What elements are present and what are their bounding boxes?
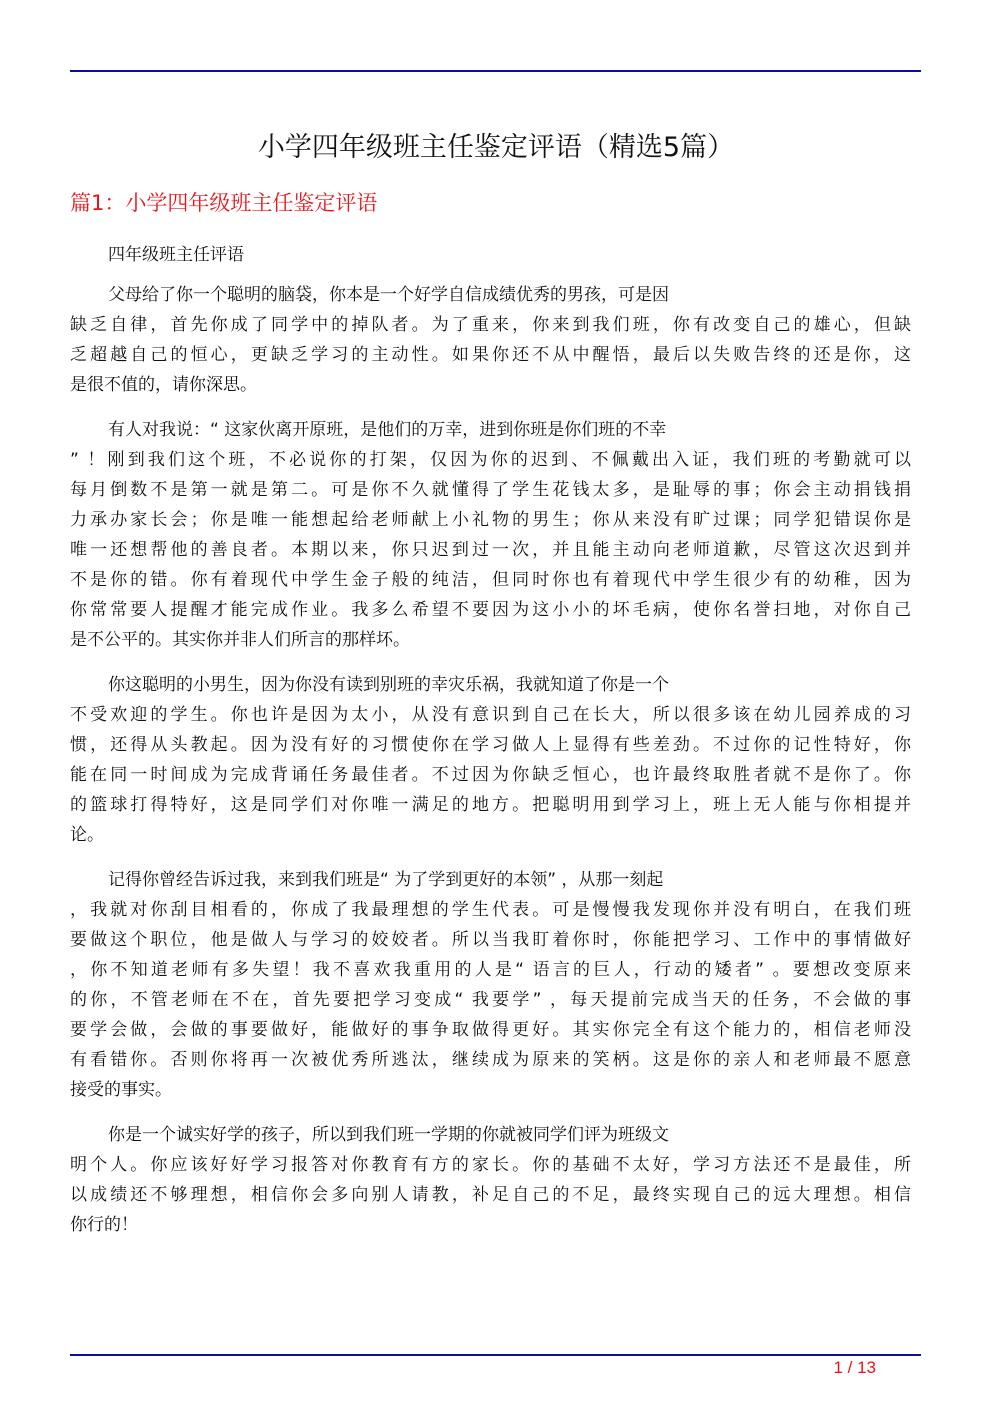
paragraph-line: 的你，不管老师在不在，首先要把学习变成“ 我要学” ，每天提前完成当天的任务，不会做的事 <box>70 990 911 1010</box>
paragraph-line: 明个人。你应该好好学习报答对你教育有方的家长。你的基础不太好，学习方法还不是最佳，所 <box>70 1155 911 1175</box>
paragraph-line: 要学会做，会做的事要做好，能做好的事争取做得更好。其实你完全有这个能力的，相信老师没 <box>70 1020 911 1040</box>
paragraph-line: 乏超越自己的恒心，更缺乏学习的主动性。如果你还不从中醒悟，最后以失败告终的还是你，这 <box>70 345 911 365</box>
paragraph-line: 要做这个职位，他是做人与学习的姣姣者。所以当我盯着你时，你能把学习、工作中的事情做好 <box>70 930 911 950</box>
paragraph <box>70 670 911 850</box>
paragraph-line: 的篮球打得特好，这是同学们对你唯一满足的地方。把聪明用到学习上，班上无人能与你相提并 <box>70 795 911 815</box>
paragraph-line: 能在同一时间成为完成背诵任务最佳者。不过因为你缺乏恒心，也许最终取胜者就不是你了。你 <box>70 765 911 785</box>
paragraph-line: 每月倒数不是第一就是第二。可是你不久就懂得了学生花钱太多，是耻辱的事；你会主动捐钱捐 <box>70 480 911 500</box>
paragraph-line: 记得你曾经告诉过我，来到我们班是“ 为了学到更好的本领” ，从那一刻起 <box>108 870 664 890</box>
paragraph-line: 有人对我说：“ 这家伙离开原班，是他们的万幸，进到你班是你们班的不幸 <box>108 420 667 440</box>
paragraph-line: 不受欢迎的学生。你也许是因为太小，从没有意识到自己在长大，所以很多该在幼儿园养成的习 <box>70 705 911 725</box>
paragraph-line: ，你不知道老师有多失望！我不喜欢我重用的人是“ 语言的巨人，行动的矮者” 。要想改变原来 <box>70 960 911 980</box>
subtitle: 四年级班主任评语 <box>108 245 244 265</box>
paragraph-line: 你行的！ <box>70 1215 138 1235</box>
paragraph-line: ，我就对你刮目相看的，你成了我最理想的学生代表。可是慢慢我发现你并没有明白，在我们班 <box>70 900 911 920</box>
paragraph <box>70 865 911 1105</box>
page-indicator: 1 / 13 <box>833 1358 876 1377</box>
section-heading: 篇1：小学四年级班主任鉴定评语 <box>70 191 378 215</box>
paragraph <box>70 280 911 400</box>
paragraph <box>70 415 911 655</box>
paragraph-line: 力承办家长会；你是唯一能想起给老师献上小礼物的男生；你从来没有旷过课；同学犯错误你是 <box>70 510 911 530</box>
paragraph-line: 你是一个诚实好学的孩子，所以到我们班一学期的你就被同学们评为班级文 <box>108 1125 669 1145</box>
header-rule <box>70 70 921 72</box>
paragraph-line: 是不公平的。其实你并非人们所言的那样坏。 <box>70 630 410 650</box>
paragraph-line: 父母给了你一个聪明的脑袋，你本是一个好学自信成绩优秀的男孩，可是因 <box>108 285 669 305</box>
paragraph <box>70 1120 911 1240</box>
paragraph-line: 是很不值的，请你深思。 <box>70 375 257 395</box>
paragraph-line: 缺乏自律，首先你成了同学中的掉队者。为了重来，你来到我们班，你有改变自己的雄心，但缺 <box>70 315 911 335</box>
paragraph-line: 你常常要人提醒才能完成作业。我多么希望不要因为这小小的坏毛病，使你名誉扫地，对你自己 <box>70 600 911 620</box>
document-body <box>70 240 911 1255</box>
paragraph-line: 你这聪明的小男生，因为你没有读到别班的幸灾乐祸，我就知道了你是一个 <box>108 675 669 695</box>
paragraph-line: 论。 <box>70 825 104 845</box>
document-title: 小学四年级班主任鉴定评语（精选5篇） <box>257 132 735 163</box>
paragraph-line: 惯，还得从头教起。因为没有好的习惯使你在学习做人上显得有些差劲。不过你的记性特好，你 <box>70 735 911 755</box>
paragraph-line: ” ！刚到我们这个班，不必说你的打架，仅因为你的迟到、不佩戴出入证，我们班的考勤就可以 <box>70 450 911 470</box>
paragraph-line: 唯一还想帮他的善良者。本期以来，你只迟到过一次，并且能主动向老师道歉，尽管这次迟到并 <box>70 540 911 560</box>
paragraph-line: 不是你的错。你有着现代中学生金子般的纯洁，但同时你也有着现代中学生很少有的幼稚，因为 <box>70 570 911 590</box>
paragraph-line: 有看错你。否则你将再一次被优秀所逃汰，继续成为原来的笑柄。这是你的亲人和老师最不愿意 <box>70 1050 911 1070</box>
paragraph-line: 以成绩还不够理想，相信你会多向别人请教，补足自己的不足，最终实现自己的远大理想。相信 <box>70 1185 911 1205</box>
paragraph-line: 接受的事实。 <box>70 1080 172 1100</box>
paragraphs <box>70 280 911 1240</box>
